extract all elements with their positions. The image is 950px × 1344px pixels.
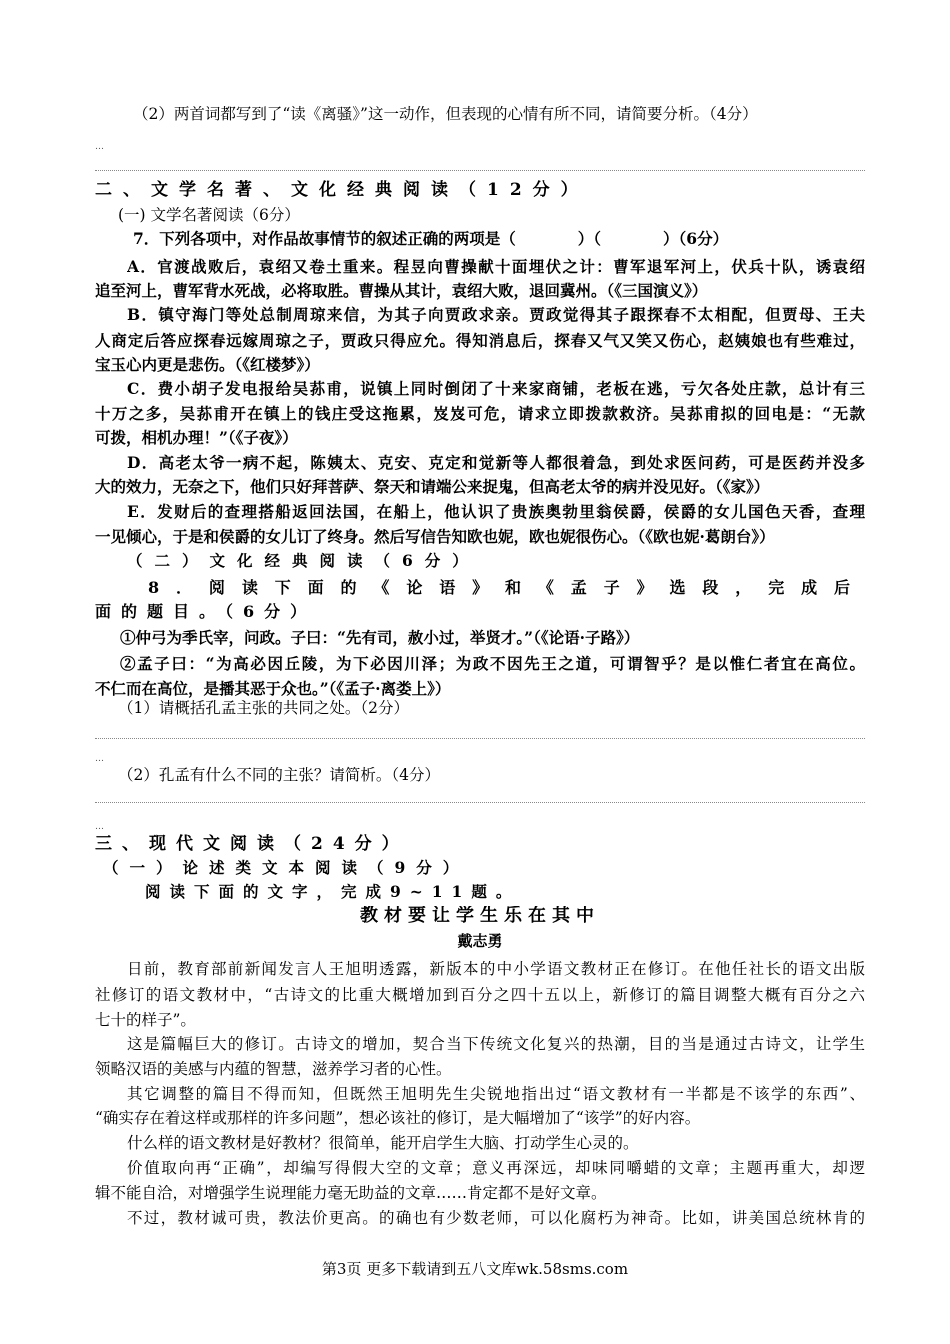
section-2-subheading-1: (一) 文学名著阅读（6分） — [118, 206, 300, 224]
paragraph-2-line-1: 这是篇幅巨大的修订。古诗文的增加，契合当下传统文化复兴的热潮，目的当是通过古诗文，让学生 — [127, 1035, 865, 1053]
option-c-line-3: 可拨，相机办理！”（《子夜》） — [95, 428, 298, 447]
question-7: 7．下列各项中，对作品故事情节的叙述正确的两项是（ ）（ ）（6分） — [133, 229, 729, 248]
option-a-line-1: A．官渡战败后，袁绍又卷土重来。程昱向曹操献十面埋伏之计：曹军退军河上，伏兵十队，诱袁绍 — [127, 257, 865, 276]
answer-space-marker: … — [95, 142, 104, 152]
option-a-line-2: 追至河上，曹军背水死战，必将取胜。曹操从其计，袁绍大败，退回冀州。（《三国演义》） — [95, 281, 708, 300]
question-8-2: （2）孔孟有什么不同的主张？请简析。（4分） — [118, 766, 440, 784]
paragraph-1-line-1: 日前，教育部前新闻发言人王旭明透露，新版本的中小学语文教材正在修订。在他任社长的语文出版 — [127, 960, 865, 978]
option-e-line-2: 一见倾心，于是和侯爵的女儿订了终身。然后写信告知欧也妮，欧也妮很伤心。（《欧也妮·葛朗台》） — [95, 527, 775, 546]
option-d-line-2: 大的效力，无奈之下，他们只好拜菩萨、祭天和请端公来捉鬼，但高老太爷的病并没见好。（《家》） — [95, 477, 770, 496]
answer-line — [95, 738, 865, 739]
question-8-1: （1）请概括孔孟主张的共同之处。（2分） — [118, 699, 409, 717]
paragraph-5-line-1: 价值取向再“正确”，却编写得假大空的文章；意义再深远，却味同嚼蜡的文章；主题再重大，却逻 — [127, 1159, 865, 1177]
section-2-subheading-2: （二）文化经典阅读（6分） — [127, 551, 480, 570]
option-c-line-1: C．费小胡子发电报给吴荪甫，说镇上同时倒闭了十来家商铺，老板在逃，亏欠各处庄款，总计有三 — [127, 379, 865, 398]
option-b-line-3: 宝玉心内更是悲伤。（《红楼梦》） — [95, 355, 320, 374]
quote-mencius-line-1: ②孟子曰：“为高必因丘陵，为下必因川泽；为政不因先王之道，可谓智乎？是以惟仁者宜在高位。 — [120, 654, 865, 673]
article-title: 教材要让学生乐在其中 — [360, 906, 600, 926]
option-e-line-1: E．发财后的查理搭船返回法国，在船上，他认识了贵族奥勃里翁侯爵，侯爵的女儿国色天香，查理 — [127, 502, 865, 521]
question-8-line-1: 8．阅读下面的《论语》和《孟子》选段，完成后 — [148, 578, 850, 597]
question-8-line-2: 面的题目。（6分） — [95, 602, 317, 621]
quote-analects: ①仲弓为季氏宰，问政。子曰：“先有司，赦小过，举贤才。”（《论语·子路》） — [120, 628, 640, 647]
section-2-heading: 二、文学名著、文化经典阅读（12分） — [95, 180, 589, 200]
option-c-line-2: 十万之多，吴荪甫开在镇上的钱庄受这拖累，岌岌可危，请求立即拨款救济。吴荪甫拟的回电是：“无款 — [95, 404, 865, 423]
answer-space-marker: … — [95, 822, 104, 832]
paragraph-4: 什么样的语文教材是好教材？很简单，能开启学生大脑、打动学生心灵的。 — [127, 1134, 639, 1152]
question-2-prompt: （2）两首词都写到了“读《离骚》”这一动作，但表现的心情有所不同，请简要分析。（4分） — [133, 105, 758, 123]
paragraph-6-line-1: 不过，教材诚可贵，教法价更高。的确也有少数老师，可以化腐朽为神奇。比如，讲美国总统林肯的 — [127, 1209, 865, 1227]
option-b-line-2: 人商定后答应探春远嫁周琼之子，贾政只得应允。得知消息后，探春又气又笑又伤心，赵姨娘也有些难过， — [95, 331, 865, 350]
quote-mencius-line-2: 不仁而在高位，是播其恶于众也。”（《孟子·离娄上》） — [95, 679, 451, 698]
paragraph-5-line-2: 辑不能自洽，对增强学生说理能力毫无助益的文章……肯定都不是好文章。 — [95, 1184, 607, 1202]
paragraph-3-line-2: “确实存在着这样或那样的许多问题”，想必该社的修订，是大幅增加了“该学”的好内容。 — [95, 1109, 701, 1127]
reading-instruction: 阅读下面的文字，完成9~11题。 — [145, 882, 521, 901]
answer-line — [95, 170, 865, 171]
section-3-heading: 三、现代文阅读（24分） — [95, 834, 409, 854]
paragraph-1-line-2: 社修订的语文教材中，“古诗文的比重大概增加到百分之四十五以上，新修订的篇目调整大概有百分之六 — [95, 986, 865, 1004]
section-3-subheading: （一）论述类文本阅读（9分） — [103, 858, 470, 877]
page-footer: 第3页 更多下载请到五八文库wk.58sms.com — [321, 1260, 629, 1278]
option-d-line-1: D．高老太爷一病不起，陈姨太、克安、克定和觉新等人都很着急，到处求医问药，可是医药并没多 — [127, 453, 865, 472]
article-author: 戴志勇 — [457, 932, 503, 950]
paragraph-3-line-1: 其它调整的篇目不得而知，但既然王旭明先生尖锐地指出过“语文教材有一半都是不该学的东西”、 — [127, 1085, 865, 1103]
answer-space-marker: … — [95, 754, 104, 764]
paragraph-2-line-2: 领略汉语的美感与内蕴的智慧，滋养学习者的心性。 — [95, 1060, 452, 1078]
answer-line — [95, 802, 865, 803]
option-b-line-1: B．镇守海门等处总制周琼来信，为其子向贾政求亲。贾政觉得其子跟探春不太相配，但贾母、王夫 — [127, 305, 865, 324]
paragraph-1-line-3: 七十的样子”。 — [95, 1011, 196, 1029]
